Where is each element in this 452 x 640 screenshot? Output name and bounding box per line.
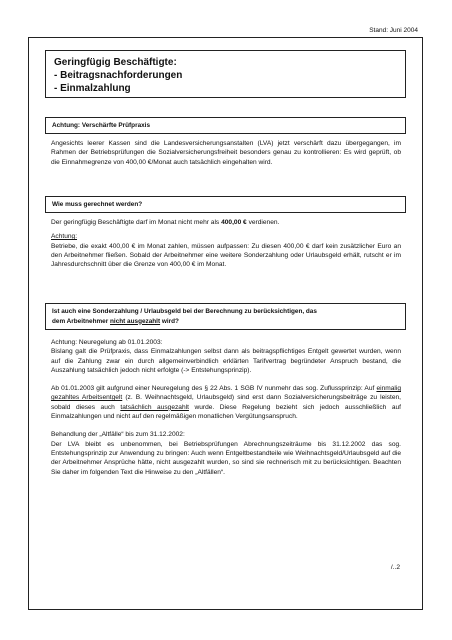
p2-part-b: (z. B. Weihnachtsgeld, Urlaubsgeld) sind erst dann Sozialversicherungsbeiträge zu leisten, sobald dieses auch bbox=[51, 394, 401, 411]
achtung-label-text: Achtung: bbox=[51, 233, 78, 241]
p2-underlined-2: tatsächlich ausgezahlt bbox=[120, 403, 189, 411]
limit-amount: 400,00 € bbox=[221, 219, 247, 226]
section-heading-berechnung: Wie muss gerechnet werden? bbox=[45, 196, 406, 213]
section-heading-sonderzahlung bbox=[45, 303, 406, 330]
section-heading-pruefpraxis: Achtung: Verschärfte Prüfpraxis bbox=[45, 117, 406, 134]
section-text-pruefpraxis: Angesichts leerer Kassen sind die Landesversicherungsanstalten (LVA) jetzt verschärft dazu übergegangen, im Rahmen der Betriebsprüfungen die Sozialversicherungsfreiheit besonders genau zu kontrollieren: Es wird geprüft, ob die Einnahmegrenze von 400,00 €/Monat auch tatsächlich eingehalten wird. bbox=[51, 140, 401, 166]
p2-part-c: wurde. Diese Regelung bezieht sich jedoch ausschließlich auf Einmalzahlungen und nicht auf den regelmäßigen monatlichen Vergütungsanspruch. bbox=[51, 403, 401, 421]
p2-underlined-1: einmalig gezahltes Arbeitsentgelt bbox=[51, 385, 401, 402]
heading-line-1: Ist auch eine Sonderzahlung / Urlaubsgeld bei der Berechnung zu berücksichtigen, das bbox=[52, 308, 317, 315]
heading-line-2-after: wird? bbox=[160, 317, 179, 325]
achtung-label bbox=[51, 232, 401, 241]
paragraph-altfaelle: Behandlung der „Altfälle“ bis zum 31.12.2002: Der LVA bleibt es unbenommen, bei Betriebsprüfungen Abrechnungszeiträume bis 31.12.2002 das sog. Entstehungsprinzip zur Anwendung zu bringen: Auch wenn Entgeltbestandteile wie Weihnachtsgeld/Urlaubsgeld auf die der Arbeitnehmer Ansprüche hätte, nicht ausgezahlt wurden, so sind sie rechnerisch mit zu berücksichtigen. Beachten Sie daher im folgenden Text die Hinweise zu den „Altfällen“. bbox=[51, 431, 401, 476]
title-line-3: - Einmalzahlung bbox=[54, 83, 131, 94]
p2-part-a: Ab 01.01.2003 gilt aufgrund einer Neuregelung des § 22 Abs. 1 SGB IV nunmehr das sog. Zuflussprinzip: Auf bbox=[51, 385, 377, 393]
limit-text-after: verdienen. bbox=[246, 219, 280, 226]
section-text-berechnung bbox=[51, 218, 401, 269]
paragraph-neuregelung: Achtung: Neuregelung ab 01.01.2003: Bislang galt die Prüfpraxis, dass Einmalzahlungen selbst dann als beitragspflichtiges Entgelt gewertet wurden, wenn auf die Zahlung zwar ein durch allgemeinverbindlich erklärten Tarifvertrag begründeter Anspruch bestand, die Auszahlung tatsächlich jedoch nicht erfolgte (-> Entstehungsprinzip). bbox=[51, 339, 401, 374]
title-line-1: Geringfügig Beschäftigte: bbox=[54, 57, 177, 68]
title-line-2: - Beitragsnachforderungen bbox=[54, 70, 183, 81]
title-box bbox=[45, 50, 406, 98]
heading-line-2-before: dem Arbeitnehmer bbox=[52, 317, 111, 325]
heading-line-2 bbox=[52, 317, 399, 327]
page-continuation: /..2 bbox=[390, 564, 400, 571]
paragraph-zuflussprinzip bbox=[51, 384, 401, 421]
heading-line-2-underlined: nicht ausgezahlt bbox=[110, 317, 161, 325]
section-text-sonderzahlung bbox=[51, 338, 401, 477]
limit-sentence bbox=[51, 218, 401, 227]
achtung-text: Betriebe, die exakt 400,00 € im Monat zahlen, müssen aufpassen: Zu diesen 400,00 € darf kein zusätzlicher Euro an den Arbeitnehmer fließen. Sobald der Arbeitnehmer eine weitere Sonderzahlung oder Urlaubsgeld erhält, rutscht er im Jahresdurchschnitt über die Grenze von 400,00 € im Monat. bbox=[51, 242, 401, 269]
date-stamp: Stand: Juni 2004 bbox=[369, 27, 418, 34]
limit-text-before: Der geringfügig Beschäftigte darf im Monat nicht mehr als bbox=[51, 219, 222, 226]
